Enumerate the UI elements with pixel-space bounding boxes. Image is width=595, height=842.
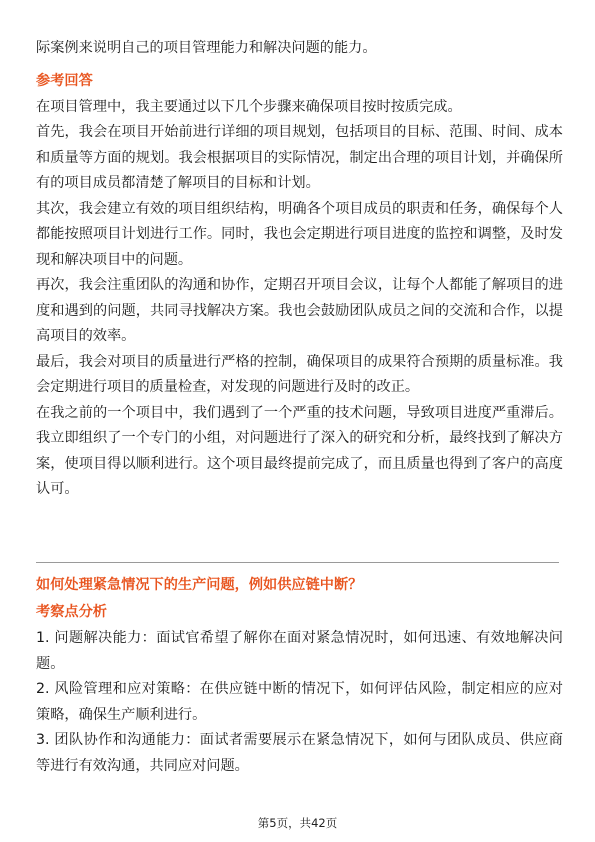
answer-paragraph: 在项目管理中，我主要通过以下几个步骤来确保项目按时按质完成。 [36,98,462,115]
question-heading: 如何处理紧急情况下的生产问题，例如供应链中断？ [36,577,363,593]
page-content [36,36,563,503]
analysis-label: 考察点分析 [36,604,107,620]
answer-label: 参考回答 [36,72,93,89]
section-divider [36,562,559,563]
intro-tail-text: 际案例来说明自己的项目管理能力和解决问题的能力。 [36,40,377,56]
question-section [36,574,563,779]
analysis-item: 3. 团队协作和沟通能力：面试者需要展示在紧急情况下，如何与团队成员、供应商等进行有效沟通，共同应对问题。 [36,732,563,774]
analysis-item: 2. 风险管理和应对策略：在供应链中断的情况下，如何评估风险，制定相应的应对策略，确保生产顺利进行。 [36,681,563,723]
answer-paragraph: 再次，我会注重团队的沟通和协作，定期召开项目会议，让每个人都能了解项目的进度和遇到的问题，共同寻找解决方案。我也会鼓励团队成员之间的交流和合作，以提高项目的效率。 [36,277,563,344]
answer-paragraph: 在我之前的一个项目中，我们遇到了一个严重的技术问题，导致项目进度严重滞后。我立即组织了一个专门的小组，对问题进行了深入的研究和分析，最终找到了解决方案，使项目得以顺利进行。这个项目最终提前完成了，而且质量也得到了客户的高度认可。 [36,404,563,497]
analysis-item: 1. 问题解决能力：面试官希望了解你在面对紧急情况时，如何迅速、有效地解决问题。 [36,630,563,672]
answer-paragraph: 首先，我会在项目开始前进行详细的项目规划，包括项目的目标、范围、时间、成本和质量等方面的规划。我会根据项目的实际情况，制定出合理的项目计划，并确保所有的项目成员都清楚了解项目的目标和计划。 [36,124,563,191]
answer-paragraph: 其次，我会建立有效的项目组织结构，明确各个项目成员的职责和任务，确保每个人都能按照项目计划进行工作。同时，我也会定期进行项目进度的监控和调整，及时发现和解决项目中的问题。 [36,200,563,268]
answer-paragraph: 最后，我会对项目的质量进行严格的控制，确保项目的成果符合预期的质量标准。我会定期进行项目的质量检查，对发现的问题进行及时的改正。 [36,353,563,395]
page-number-footer: 第5页，共42页 [257,816,338,830]
